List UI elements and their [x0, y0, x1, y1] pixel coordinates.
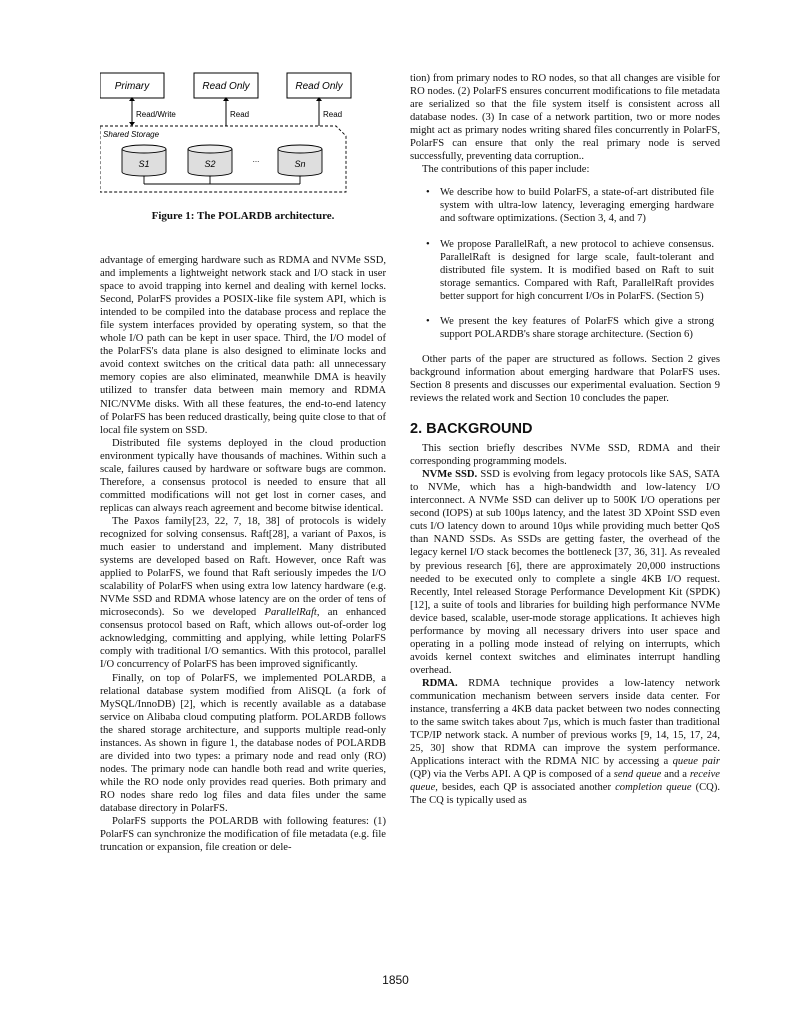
parallelraft-term: ParallelRaft	[264, 607, 317, 619]
left-body-text	[100, 254, 386, 854]
left-paragraph-3: The Paxos family[23, 22, 7, 18, 38] of protocols is widely recognized for solving consensus. Raft[28], a variant of Paxos, is much easier to understand and implement. Many distributed systems are developed based on Raft. However, once Raft was applied to PolarFS, we found that Raft seriously impedes the I/O scalability of PolarFS when using extra low latency hardware (e.g. NVMe SSD and RDMA whose latency are on the order of tens of microseconds). So we developed ParallelRaft, an enhanced consensus protocol based on Raft, which allows out-of-order log acknowledging, committing and applying, while letting PolarFS comply with traditional I/O semantics. With this protocol, parallel I/O concurrency of PolarFS has been improved significantly.	[100, 515, 386, 671]
contributions-list	[410, 186, 720, 340]
contributions-intro: The contributions of this paper include:	[422, 164, 590, 176]
read-only-box-1-label: Read Only	[202, 81, 250, 92]
rdma-paragraph: RDMA. RDMA technique provides a low-latency network communication mechanism between servers inside data center. For instance, transferring a 4KB data packet between two nodes connecting to the same switch takes about 7μs, which is much faster than traditional TCP/IP network stack. A number of previous works [9, 14, 15, 17, 24, 25, 30] show that RDMA can improve the system performance. Applications interact with the RDMA NIC by accessing a queue pair (QP) via the Verbs API. A QP is composed of a send queue and a receive queue, besides, each QP is associated another completion queue (CQ). The CQ is typically used as	[410, 677, 720, 807]
read-only-box-2-label: Read Only	[295, 81, 343, 92]
background-intro: This section briefly describes NVMe SSD, RDMA and their corresponding programming models.	[410, 443, 720, 468]
disk-sn-label: Sn	[294, 159, 306, 169]
rdma-run-in-title: RDMA.	[422, 677, 458, 689]
list-item: • We propose ParallelRaft, a new protocol to achieve consensus. ParallelRaft is designed for large scale, fault-tolerant and distributed file system. It is modified based on Raft to suit storage semantics. Compared with Raft, ParallelRaft provides better support for high concurrent I/Os in PolarFS. (Section 5)	[410, 238, 720, 303]
nvme-paragraph: NVMe SSD. SSD is evolving from legacy protocols like SAS, SATA to NVMe, which has a high-bandwidth and low-latency I/O interconnect. A NVMe SSD can deliver up to 500K I/O operations per second (IOPS) at sub 100μs latency, and the latest 3D XPoint SSD even cuts I/O latency down to around 10μs while providing much better QoS than NAND SSDs. As SSDs are getting faster, the overhead of the legacy kernel I/O stack becomes the bottleneck [37, 36, 31]. As revealed by previous research [6], there are approximately 20,000 instructions needed to be executed only to complete a single 4KB I/O request. Recently, Intel released Storage Performance Development Kit (SPDK) [12], a suite of tools and libraries for building high performance NVMe device based, scalable, user-mode storage applications. It achieves high performance by moving all necessary drivers into user space and operating in a polling mode instead of relying on interrupts, which avoids kernel context switches and eliminates interrupt handling overhead.	[410, 469, 721, 676]
left-paragraph-4: Finally, on top of PolarFS, we implemented POLARDB, a relational database system modified from AliSQL (a fork of MySQL/InnoDB) [2], which is recently available as a database service on Alibaba cloud computing platform. POLARDB follows the shared storage architecture, and supports multiple read-only instances. As shown in figure 1, the database nodes of POLARDB are divided into two types: a primary node and read only (RO) nodes. The primary node can handle both read and write queries, while the RO node only provides read queries. Both primary and RO nodes share redo log files and data files under the same database directory in PolarFS.	[100, 672, 386, 814]
right-paragraph-1: tion) from primary nodes to RO nodes, so that all changes are visible for RO nodes. (2) PolarFS ensures concurrent modifications to file metadata are serialized so that the file system itself is consistent across all database nodes. (3) In case of a network partition, two or more nodes might act as primary nodes writing shared files concurrently in PolarFS, PolarFS can ensure that only the real primary node is served successfully, preventing data corruption..	[410, 73, 720, 163]
left-paragraph-2: Distributed file systems deployed in the cloud production environment typically have thousands of machines. Within such a scale, failures caused by hardware or software bugs are common. Therefore, a consensus protocol is needed to ensure that all committed modifications will not get lost in corner cases, and replicas can always reach agreement and become bitwise identical.	[100, 437, 386, 514]
disk-ellipsis: ...	[252, 155, 260, 164]
read-write-arrow-head-down	[129, 122, 135, 126]
paper-structure-paragraph: Other parts of the paper are structured as follows. Section 2 gives background information about emerging hardware that PolarFS uses. Section 8 presents and discusses our experimental evaluation. Section 9 reviews the related work and Section 10 concludes the paper.	[410, 353, 720, 404]
read-label-1: Read	[230, 110, 250, 119]
left-paragraph-5: PolarFS supports the POLARDB with following features: (1) PolarFS can synchronize the modification of file metadata (e.g. file truncation or expansion, file creation or dele-	[100, 816, 386, 854]
left-column	[100, 60, 386, 854]
section-heading: 2. BACKGROUND	[410, 421, 533, 438]
architecture-diagram	[100, 60, 386, 210]
list-item: • We present the key features of PolarFS which give a strong support POLARDB's share storage architecture. (Section 6)	[410, 315, 720, 341]
disk-s2-label: S2	[204, 159, 216, 169]
read-write-label: Read/Write	[136, 110, 176, 119]
disk-s1-label: S1	[138, 159, 150, 169]
nvme-run-in-title: NVMe SSD.	[422, 469, 478, 481]
primary-box-label: Primary	[114, 81, 150, 92]
read-label-2: Read	[323, 110, 343, 119]
page-number: 1850	[382, 973, 409, 987]
right-column	[410, 72, 720, 807]
figure-1	[100, 60, 386, 228]
figure-caption: Figure 1: The POLARDB architecture.	[151, 210, 335, 222]
list-item: • We describe how to build PolarFS, a state-of-art distributed file system with ultra-low latency, leveraging emerging hardware and software optimizations. (Section 3, 4, and 7)	[410, 186, 720, 225]
left-paragraph-1: advantage of emerging hardware such as RDMA and NVMe SSD, and implements a lightweight network stack and I/O stack in user space to avoid trapping into kernel and dealing with kernel locks. Second, PolarFS provides a POSIX-like file system API, which is intended to be compiled into the database process and replace the file system interfaces provided by operating system, so that the whole I/O path can be kept in user space. Third, the I/O model of the PolarFS's data plane is also designed to eliminate locks and avoid context switches on the critical data path: all unnecessary memory copies are also eliminated, meanwhile DMA is heavily utilized to transfer data between main memory and RDMA NIC/NVMe disks. With all these features, the end-to-end latency of PolarFS has been reduced drastically, being quite close to that of local file system on SSD.	[100, 255, 386, 436]
shared-storage-label: Shared Storage	[103, 130, 160, 139]
